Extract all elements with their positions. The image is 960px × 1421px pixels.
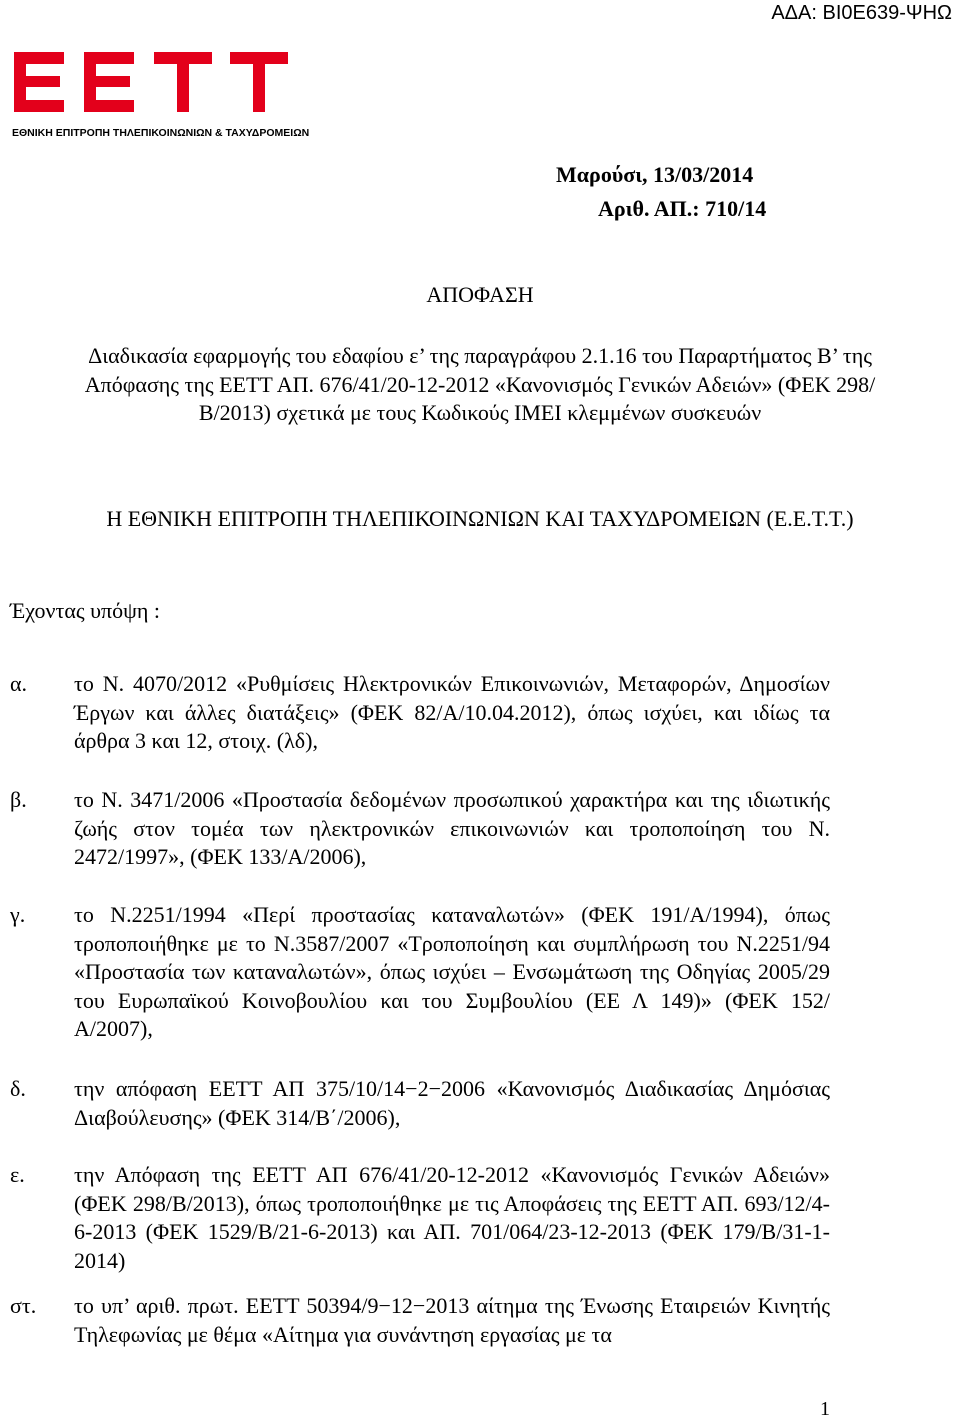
eett-logo <box>12 50 310 139</box>
recital-item-e <box>10 1161 830 1275</box>
logo-subtitle: ΕΘΝΙΚΗ ΕΠΙΤΡΟΠΗ ΤΗΛΕΠΙΚΟΙΝΩΝΙΩΝ & ΤΑΧΥΔΡΟΜΕΙΩΝ <box>12 127 310 139</box>
document-subject: Διαδικασία εφαρμογής του εδαφίου ε’ της παραγράφου 2.1.16 του Παραρτήματος Β’ της Απόφασης της ΕΕΤΤ ΑΠ. 676/41/20-12-2012 «Κανονισμός Γενικών Αδειών» (ΦΕΚ 298/Β/2013) σχετικά με τους Κωδικούς ΙΜΕΙ κλεμμένων συσκευών <box>84 343 876 425</box>
recital-text: το Ν. 3471/2006 «Προστασία δεδομένων προσωπικού χαρακτήρα και της ιδιωτικής ζωής στον τομέα των ηλεκτρονικών επικοινωνιών και τροποποίηση του Ν. 2472/1997», (ΦΕΚ 133/Α/2006), <box>74 787 830 870</box>
recital-item-c <box>10 901 830 1044</box>
recital-label: γ. <box>10 902 26 927</box>
recital-label: ε. <box>10 1162 25 1187</box>
date-reference-block <box>556 158 766 226</box>
recital-item-d <box>10 1075 830 1132</box>
date-line: Μαρούσι, 13/03/2014 <box>556 162 754 187</box>
recital-item-a <box>10 670 830 756</box>
recital-text: το Ν. 4070/2012 «Ρυθμίσεις Ηλεκτρονικών Επικοινωνιών, Μεταφορών, Δημοσίων Έργων και άλλες διατάξεις» (ΦΕΚ 82/Α/10.04.2012), όπως ισχύει, και ιδίως τα άρθρα 3 και 12, στοιχ. (λδ), <box>74 671 830 754</box>
recital-item-b <box>10 786 830 872</box>
recital-item-f <box>10 1292 830 1349</box>
recital-label: β. <box>10 787 27 812</box>
issuing-authority: Η ΕΘΝΙΚΗ ΕΠΙΤΡΟΠΗ ΤΗΛΕΠΙΚΟΙΝΩΝΙΩΝ ΚΑΙ ΤΑΧΥΔΡΟΜΕΙΩΝ (Ε.Ε.Τ.Τ.) <box>106 506 854 531</box>
page-number: 1 <box>820 1398 830 1420</box>
considering-heading: Έχοντας υπόψη : <box>10 598 160 623</box>
recital-label: στ. <box>10 1293 37 1318</box>
ada-code: ΑΔΑ: ΒΙ0Ε639-ΨΗΩ <box>771 2 952 24</box>
recital-text: την Απόφαση της ΕΕΤΤ ΑΠ 676/41/20-12-2012 «Κανονισμός Γενικών Αδειών» (ΦΕΚ 298/Β/2013), όπως τροποποιήθηκε με τις Αποφάσεις της ΕΕΤΤ ΑΠ. 693/12/4-6-2013 (ΦΕΚ 1529/Β/21-6-2013) και ΑΠ. 701/064/23-12-2013 (ΦΕΚ 179/Β/31-1-2014) <box>74 1162 830 1273</box>
eett-logo-mark <box>12 50 302 120</box>
recital-text: την απόφαση ΕΕΤΤ ΑΠ 375/10/14−2−2006 «Κανονισμός Διαδικασίας Δημόσιας Διαβούλευσης» (ΦΕΚ 314/Β΄/2006), <box>74 1076 830 1130</box>
recital-text: το Ν.2251/1994 «Περί προστασίας καταναλωτών» (ΦΕΚ 191/Α/1994), όπως τροποποιήθηκε με το Ν.3587/2007 «Τροποποίηση και συμπλήρωση του Ν.2251/94 «Προστασία των καταναλωτών», όπως ισχύει – Ενσωμάτωση της Οδηγίας 2005/29 του Ευρωπαϊκού Κοινοβουλίου και του Συμβουλίου (ΕΕ Λ 149)» (ΦΕΚ 152/Α/2007), <box>74 902 830 1042</box>
reference-number: Αριθ. ΑΠ.: 710/14 <box>598 196 767 221</box>
recital-text: το υπ’ αριθ. πρωτ. ΕΕΤΤ 50394/9−12−2013 αίτημα της Ένωσης Εταιρειών Κινητής Τηλεφωνίας με θέμα «Αίτημα για συνάντηση εργασίας με τα <box>74 1293 830 1347</box>
recital-label: δ. <box>10 1076 26 1101</box>
recital-label: α. <box>10 671 28 696</box>
document-title: ΑΠΟΦΑΣΗ <box>426 282 534 307</box>
